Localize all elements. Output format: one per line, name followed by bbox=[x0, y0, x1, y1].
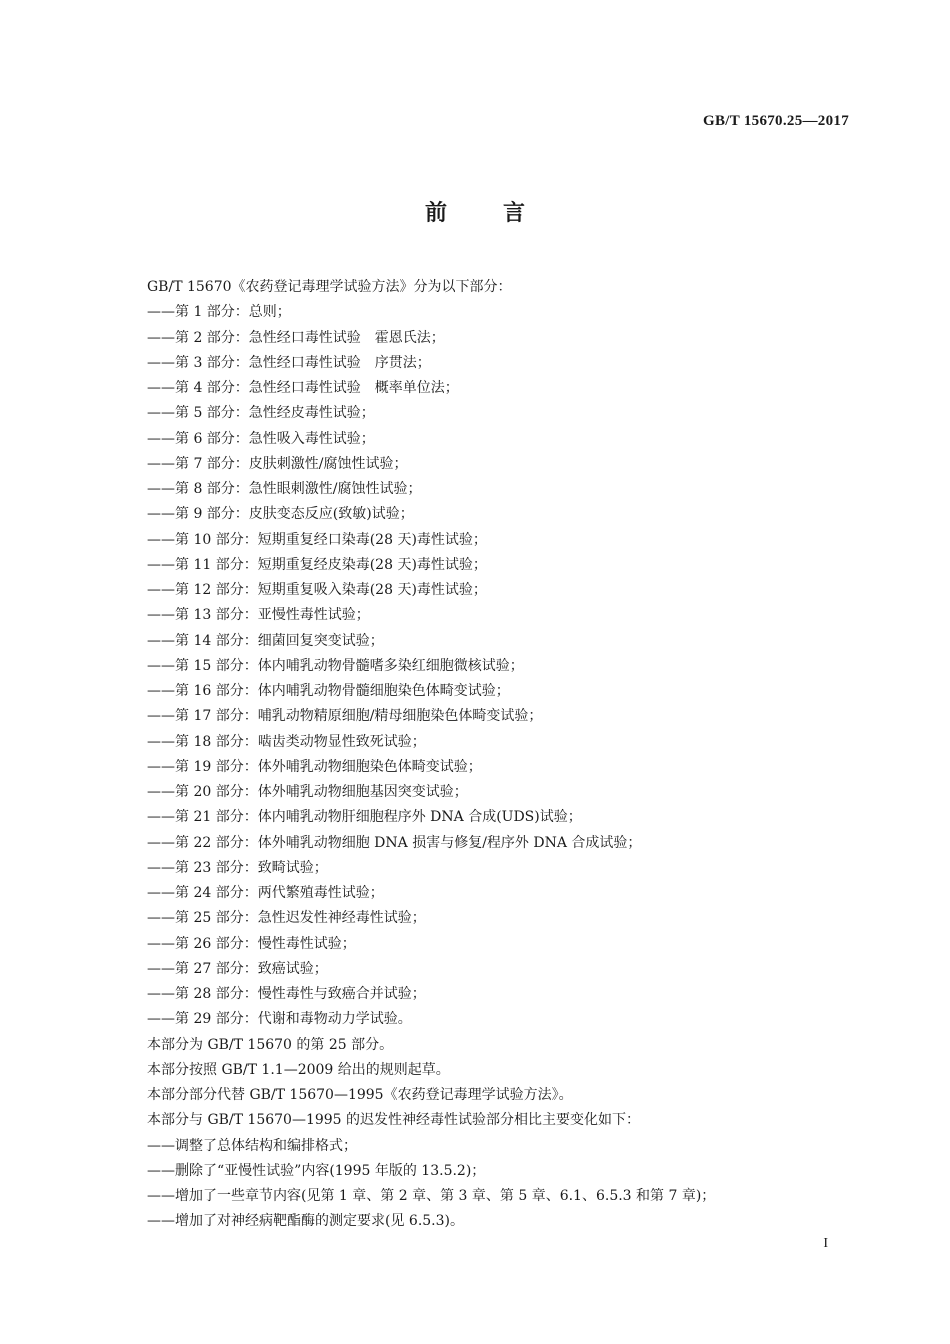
list-item: ——第 15 部分：体内哺乳动物骨髓嗜多染红细胞微核试验； bbox=[147, 657, 524, 674]
page-title: 前言 bbox=[424, 201, 581, 226]
list-item: ——第 7 部分：皮肤刺激性/腐蚀性试验； bbox=[147, 455, 408, 472]
page-number: I bbox=[823, 1236, 828, 1251]
list-item: ——第 18 部分：啮齿类动物显性致死试验； bbox=[147, 733, 426, 750]
list-item: ——第 20 部分：体外哺乳动物细胞基因突变试验； bbox=[147, 784, 468, 800]
list-item: ——第 17 部分：哺乳动物精原细胞/精母细胞染色体畸变试验； bbox=[147, 708, 543, 725]
list-item: ——第 13 部分：亚慢性毒性试验； bbox=[147, 607, 370, 624]
list-item: ——第 19 部分：体外哺乳动物细胞染色体畸变试验； bbox=[147, 758, 482, 775]
statement-paragraph: 本部分部分代替 GB/T 15670—1995《农药登记毒理学试验方法》。 bbox=[147, 1087, 573, 1103]
list-item: ——增加了一些章节内容(见第 1 章、第 2 章、第 3 章、第 5 章、6.1、6.5.3 和第 7 章)； bbox=[147, 1188, 716, 1204]
intro-paragraph: GB/T 15670《农药登记毒理学试验方法》分为以下部分： bbox=[147, 279, 512, 295]
list-item: ——第 1 部分：总则； bbox=[147, 304, 291, 321]
list-item: ——调整了总体结构和编排格式； bbox=[147, 1137, 357, 1154]
list-item: ——第 9 部分：皮肤变态反应(致敏)试验； bbox=[147, 506, 414, 523]
list-item: ——删除了“亚慢性试验”内容(1995 年版的 13.5.2)； bbox=[147, 1162, 486, 1179]
list-item: ——第 3 部分：急性经口毒性试验 序贯法； bbox=[147, 354, 431, 371]
list-item: ——第 26 部分：慢性毒性试验； bbox=[147, 935, 356, 952]
list-item: ——第 22 部分：体外哺乳动物细胞 DNA 损害与修复/程序外 DNA 合成试验； bbox=[147, 834, 642, 851]
list-item: ——第 12 部分：短期重复吸入染毒(28 天)毒性试验； bbox=[147, 582, 487, 598]
list-item: ——第 14 部分：细菌回复突变试验； bbox=[147, 632, 384, 649]
list-item: ——第 4 部分：急性经口毒性试验 概率单位法； bbox=[147, 380, 459, 396]
foreword-body bbox=[147, 275, 847, 1235]
standard-number: GB/T 15670.25—2017 bbox=[703, 113, 849, 129]
list-item: ——增加了对神经病靶酯酶的测定要求(见 6.5.3)。 bbox=[147, 1213, 464, 1230]
statements bbox=[147, 1033, 847, 1134]
list-item: ——第 28 部分：慢性毒性与致癌合并试验； bbox=[147, 986, 426, 1002]
changes-list bbox=[147, 1134, 847, 1235]
statement-paragraph: 本部分为 GB/T 15670 的第 25 部分。 bbox=[147, 1036, 394, 1053]
statement-paragraph: 本部分与 GB/T 15670—1995 的迟发性神经毒性试验部分相比主要变化如下： bbox=[147, 1112, 641, 1129]
parts-list bbox=[147, 300, 847, 1032]
statement-paragraph: 本部分按照 GB/T 1.1—2009 给出的规则起草。 bbox=[147, 1061, 450, 1078]
list-item: ——第 8 部分：急性眼刺激性/腐蚀性试验； bbox=[147, 481, 422, 497]
list-item: ——第 16 部分：体内哺乳动物骨髓细胞染色体畸变试验； bbox=[147, 683, 510, 699]
list-item: ——第 10 部分：短期重复经口染毒(28 天)毒性试验； bbox=[147, 531, 487, 548]
list-item: ——第 21 部分：体内哺乳动物肝细胞程序外 DNA 合成(UDS)试验； bbox=[147, 809, 582, 826]
list-item: ——第 6 部分：急性吸入毒性试验； bbox=[147, 430, 375, 447]
list-item: ——第 27 部分：致癌试验； bbox=[147, 960, 328, 977]
list-item: ——第 2 部分：急性经口毒性试验 霍恩氏法； bbox=[147, 329, 445, 346]
list-item: ——第 5 部分：急性经皮毒性试验； bbox=[147, 405, 375, 422]
list-item: ——第 24 部分：两代繁殖毒性试验； bbox=[147, 885, 384, 901]
list-item: ——第 29 部分：代谢和毒物动力学试验。 bbox=[147, 1011, 412, 1028]
list-item: ——第 11 部分：短期重复经皮染毒(28 天)毒性试验； bbox=[147, 556, 487, 573]
list-item: ——第 23 部分：致畸试验； bbox=[147, 859, 328, 876]
list-item: ——第 25 部分：急性迟发性神经毒性试验； bbox=[147, 910, 426, 927]
